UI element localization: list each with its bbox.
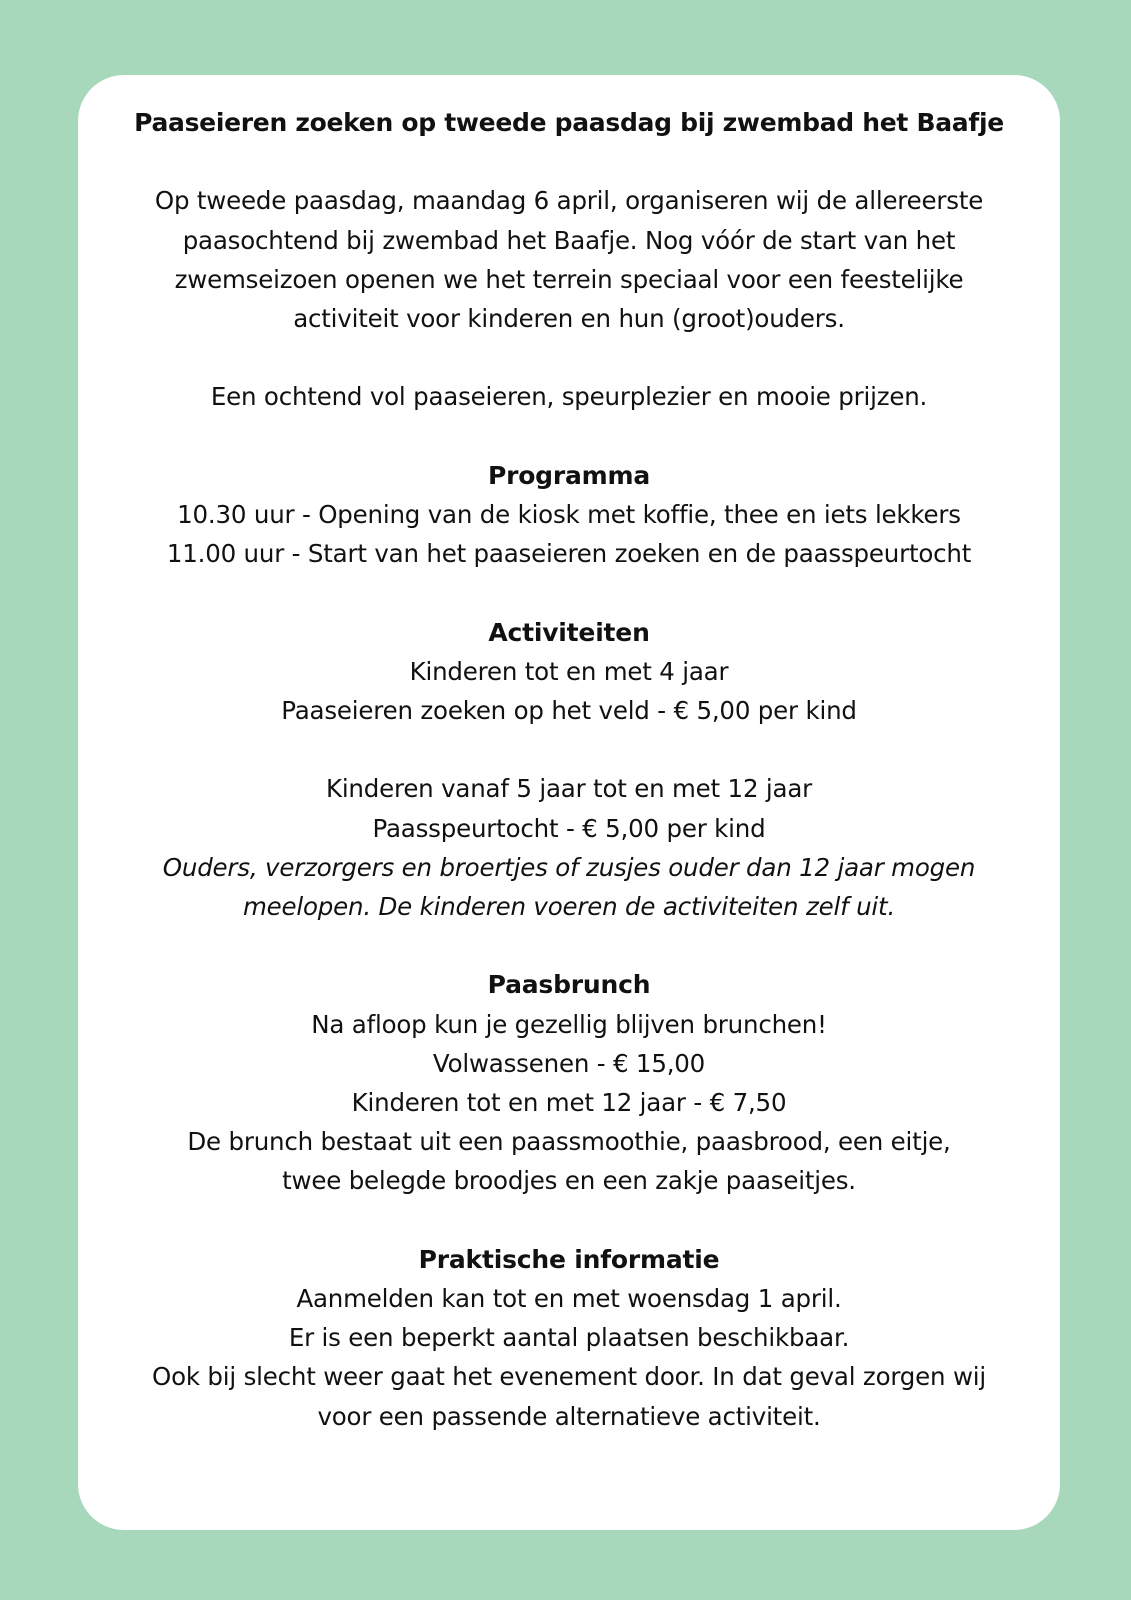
programma-line: 11.00 uur - Start van het paaseieren zoeken en de paasspeurtocht	[166, 539, 972, 569]
paasbrunch-heading: Paasbrunch	[487, 970, 651, 1000]
praktisch-section	[78, 1240, 1060, 1436]
activiteit-note: meelopen. De kinderen voeren de activiteiten zelf uit.	[242, 891, 896, 921]
spacer	[78, 730, 1060, 769]
praktisch-heading: Praktische informatie	[418, 1244, 720, 1274]
spacer	[78, 1201, 1060, 1240]
paasbrunch-line: De brunch bestaat uit een paassmoothie, paasbrood, een eitje,	[187, 1127, 951, 1157]
activiteit-line: Paaseieren zoeken op het veld - € 5,00 per kind	[281, 695, 857, 725]
spacer	[78, 573, 1060, 612]
intro-line: Op tweede paasdag, maandag 6 april, organiseren wij de allereerste	[154, 186, 984, 216]
spacer	[78, 926, 1060, 965]
page-title: Paaseieren zoeken op tweede paasdag bij zwembad het Baafje	[134, 108, 1004, 137]
flyer-card	[78, 75, 1060, 1530]
paasbrunch-line: Volwassenen - € 15,00	[432, 1048, 706, 1078]
activiteit-line: Kinderen tot en met 4 jaar	[409, 656, 729, 686]
paasbrunch-line: Na afloop kun je gezellig blijven brunchen!	[311, 1009, 827, 1039]
activiteiten-heading: Activiteiten	[488, 617, 650, 647]
spacer	[78, 417, 1060, 456]
praktisch-line: Ook bij slecht weer gaat het evenement door. In dat geval zorgen wij	[151, 1362, 986, 1392]
intro-tagline: Een ochtend vol paaseieren, speurplezier en mooie prijzen.	[210, 382, 928, 412]
intro-line: zwemseizoen openen we het terrein speciaal voor een feestelijke	[174, 264, 964, 294]
programma-heading: Programma	[487, 460, 651, 490]
praktisch-line: Aanmelden kan tot en met woensdag 1 april.	[296, 1283, 842, 1313]
spacer	[78, 338, 1060, 377]
activiteit-line: Kinderen vanaf 5 jaar tot en met 12 jaar	[325, 774, 813, 804]
spacer	[78, 142, 1060, 181]
activiteit-note: Ouders, verzorgers en broertjes of zusjes ouder dan 12 jaar mogen	[162, 852, 976, 882]
intro-line: activiteit voor kinderen en hun (groot)ouders.	[293, 304, 845, 333]
paasbrunch-section	[78, 965, 1060, 1200]
activiteiten-section	[78, 613, 1060, 927]
praktisch-line: voor een passende alternatieve activiteit.	[317, 1401, 821, 1431]
paasbrunch-line: Kinderen tot en met 12 jaar - € 7,50	[351, 1087, 787, 1117]
praktisch-line: Er is een beperkt aantal plaatsen beschikbaar.	[288, 1323, 850, 1353]
activiteit-line: Paasspeurtocht - € 5,00 per kind	[372, 813, 766, 843]
paasbrunch-line: twee belegde broodjes en een zakje paaseitjes.	[282, 1166, 856, 1196]
programma-line: 10.30 uur - Opening van de kiosk met koffie, thee en iets lekkers	[177, 499, 961, 529]
programma-section	[78, 456, 1060, 574]
intro-line: paasochtend bij zwembad het Baafje. Nog vóór de start van het	[182, 225, 956, 255]
intro-section	[78, 181, 1060, 338]
